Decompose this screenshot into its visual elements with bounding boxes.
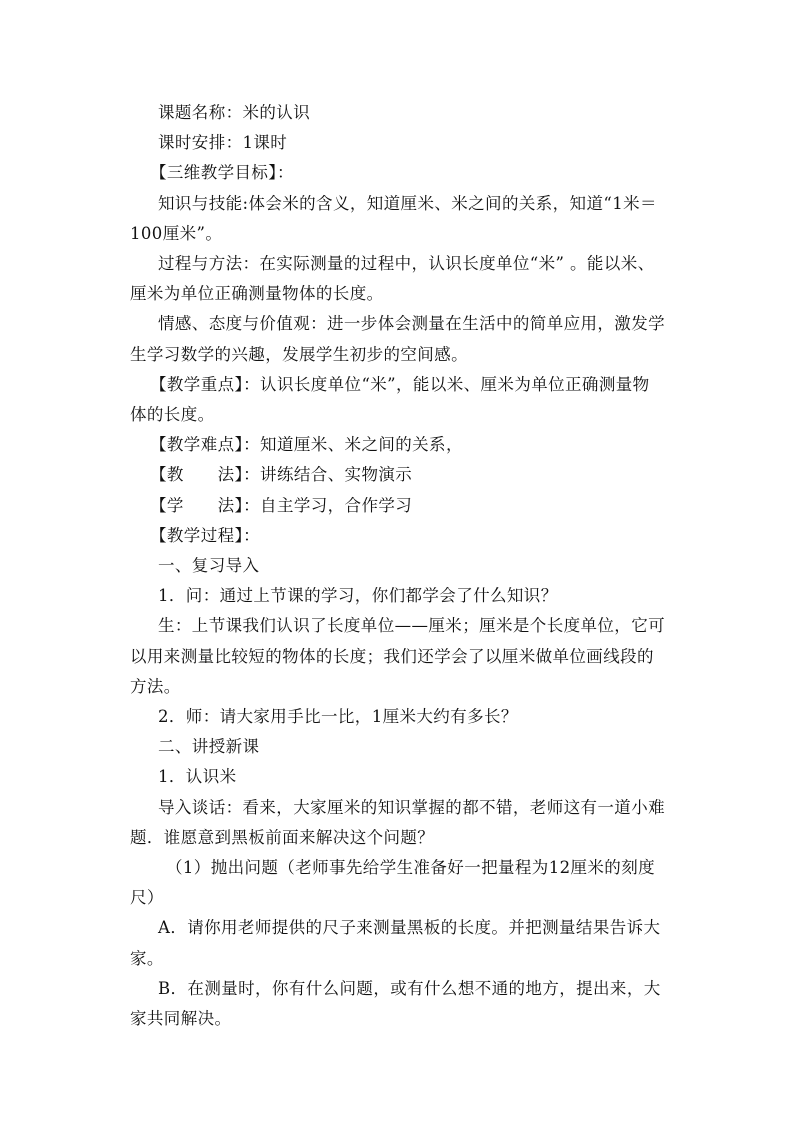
goal-emotion: 情感、态度与价值观：进一步体会测量在生活中的简单应用，激发学生学习数学的兴趣，发展学生初步的空间感。 — [130, 314, 665, 364]
document-body — [130, 98, 665, 1034]
task-a: A．请你用老师提供的尺子来测量黑板的长度。并把测量结果告诉大家。 — [130, 918, 661, 968]
teaching-method: 【教 法】：讲练结合、实物演示 — [150, 465, 413, 485]
difficulty: 【教学难点】：知道厘米、米之间的关系， — [150, 435, 463, 455]
section-review: 一、复习导入 — [158, 556, 260, 576]
course-title: 课题名称：米的认识 — [158, 103, 311, 122]
goal-process: 过程与方法：在实际测量的过程中，认识长度单位“米” 。能以米、厘米为单位正确测量物体的长度。 — [130, 254, 655, 304]
review-answer-1: 生：上节课我们认识了长度单位——厘米；厘米是个长度单位，它可以用来测量比较短的物体的长度；我们还学会了以厘米做单位画线段的方法。 — [130, 616, 665, 696]
new-lesson-item-1: 1．认识米 — [158, 767, 237, 787]
review-question-2: 2．师：请大家用手比一比，1厘米大约有多长？ — [158, 707, 518, 727]
learning-method: 【学 法】：自主学习，合作学习 — [150, 495, 413, 515]
problem-statement: （1）抛出问题（老师事先给学生准备好一把量程为12厘米的刻度尺） — [130, 858, 655, 908]
section-new-lesson: 二、讲授新课 — [158, 737, 260, 757]
course-hours: 课时安排：1课时 — [158, 133, 288, 153]
process-heading: 【教学过程】： — [150, 525, 261, 545]
goals-heading: 【三维教学目标】： — [150, 163, 294, 183]
intro-talk: 导入谈话：看来，大家厘米的知识掌握的都不错，老师这有一道小难题．谁愿意到黑板前面来解决这个问题？ — [130, 797, 665, 847]
goal-knowledge: 知识与技能:体会米的含义，知道厘米、米之间的关系，知道“1米＝100厘米”。 — [130, 193, 657, 243]
key-point: 【教学重点】：认识长度单位“米”，能以米、厘米为单位正确测量物体的长度。 — [130, 374, 650, 425]
review-question-1: 1．问：通过上节课的学习，你们都学会了什么知识？ — [158, 586, 558, 606]
task-b: B．在测量时，你有什么问题，或有什么想不通的地方，提出来，大家共同解决。 — [130, 978, 661, 1029]
